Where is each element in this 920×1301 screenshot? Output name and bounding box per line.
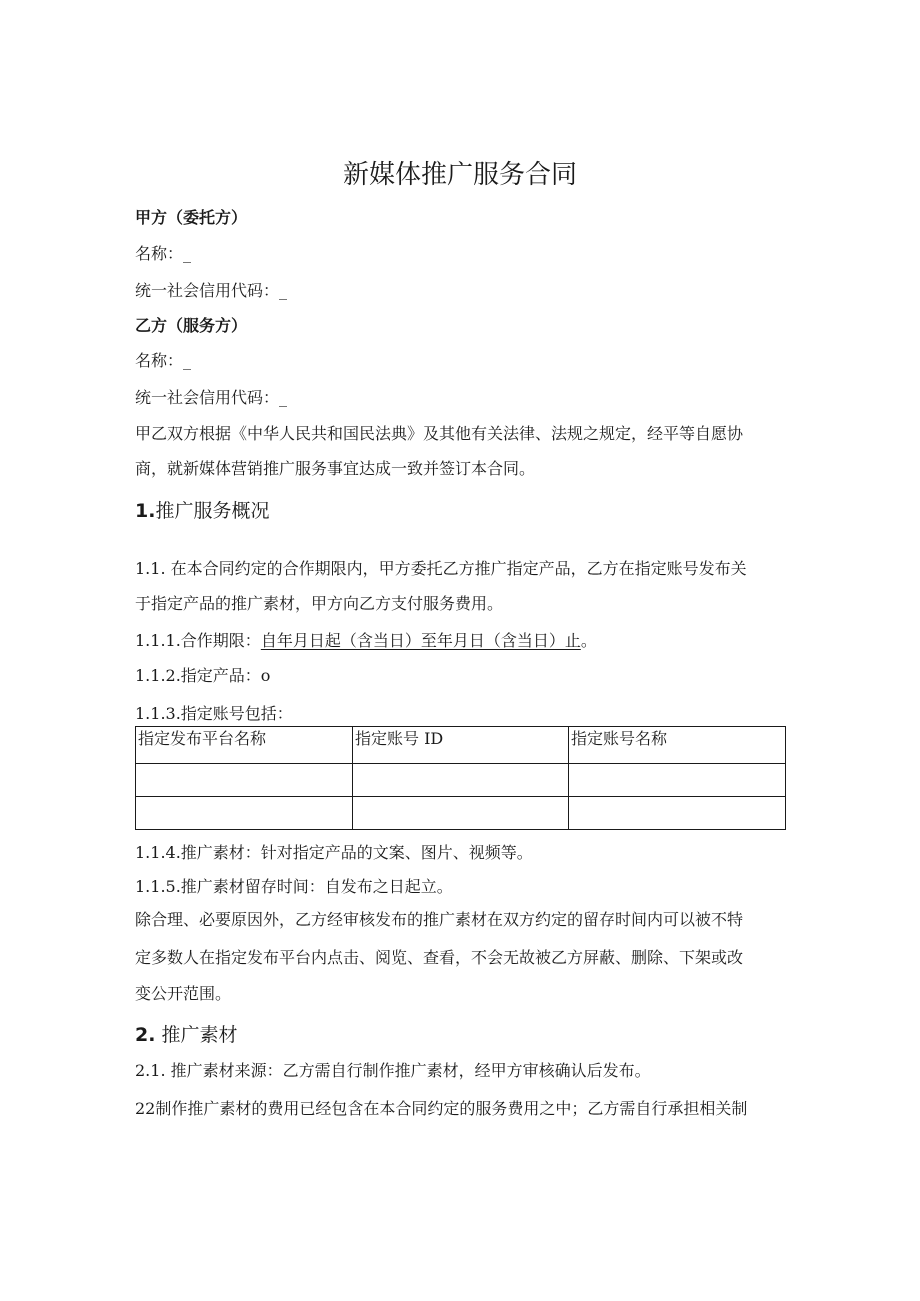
clause-1-1-line-2: 于指定产品的推广素材，甲方向乙方支付服务费用。 <box>135 594 504 613</box>
clause-1-1-line-1: 1.1. 在本合同约定的合作期限内，甲方委托乙方推广指定产品，乙方在指定账号发布关 <box>135 559 747 578</box>
clause-1-1-4: 1.1.4.推广素材：针对指定产品的文案、图片、视频等。 <box>135 843 533 862</box>
clause-1-1-1 <box>135 631 597 651</box>
preamble-line-2: 商，就新媒体营销推广服务事宜达成一致并签订本合同。 <box>135 459 536 478</box>
table-cell <box>353 764 569 797</box>
clause-1-1-2: 1.1.2.指定产品：o <box>135 666 271 685</box>
section-1-heading <box>135 500 269 522</box>
section-2-title: 推广素材 <box>155 1024 238 1046</box>
section-1-title: 推广服务概况 <box>155 500 270 522</box>
clause-2-1: 2.1. 推广素材来源：乙方需自行制作推广素材，经甲方审核确认后发布。 <box>135 1061 651 1080</box>
table-cell <box>136 797 353 830</box>
account-table <box>135 726 786 830</box>
party-b-credit-code: 统一社会信用代码：_ <box>135 388 288 407</box>
retention-line-1: 除合理、必要原因外，乙方经审核发布的推广素材在双方约定的留存时间内可以被不特 <box>135 910 744 929</box>
table-row <box>136 797 786 830</box>
party-b-name: 名称：_ <box>135 351 192 370</box>
page-title: 新媒体推广服务合同 <box>342 160 577 190</box>
table-header-account-id: 指定账号 ID <box>353 727 569 764</box>
party-a-credit-code: 统一社会信用代码：_ <box>135 281 288 300</box>
table-cell <box>569 764 786 797</box>
retention-line-3: 变公开范围。 <box>135 984 232 1003</box>
table-header-platform: 指定发布平台名称 <box>136 727 353 764</box>
table-row <box>136 764 786 797</box>
clause-2-2: 22制作推广素材的费用已经包含在本合同约定的服务费用之中；乙方需自行承担相关制 <box>135 1099 748 1118</box>
table-cell <box>353 797 569 830</box>
table-header-account-name: 指定账号名称 <box>569 727 786 764</box>
table-header-row <box>136 727 786 764</box>
section-2-number: 2. <box>135 1024 156 1046</box>
table-cell <box>569 797 786 830</box>
clause-1-1-5: 1.1.5.推广素材留存时间：自发布之日起立。 <box>135 877 453 896</box>
clause-1-1-1-label: 1.1.1.合作期限： <box>135 631 261 650</box>
section-2-heading <box>135 1024 238 1046</box>
party-a-name: 名称：_ <box>135 244 192 263</box>
party-a-heading: 甲方（委托方） <box>135 208 248 227</box>
clause-1-1-1-suffix: 。 <box>580 631 597 650</box>
cooperation-period-value: 自年月日起（含当日）至年月日（含当日）止 <box>260 631 581 650</box>
party-b-heading: 乙方（服务方） <box>135 316 248 335</box>
preamble-line-1: 甲乙双方根据《中华人民共和国民法典》及其他有关法律、法规之规定，经平等自愿协 <box>135 424 744 443</box>
retention-line-2: 定多数人在指定发布平台内点击、阅览、查看，不会无故被乙方屏蔽、删除、下架或改 <box>135 948 744 967</box>
section-1-number: 1. <box>135 500 156 522</box>
clause-1-1-3: 1.1.3.指定账号包括： <box>135 704 293 723</box>
table-cell <box>136 764 353 797</box>
